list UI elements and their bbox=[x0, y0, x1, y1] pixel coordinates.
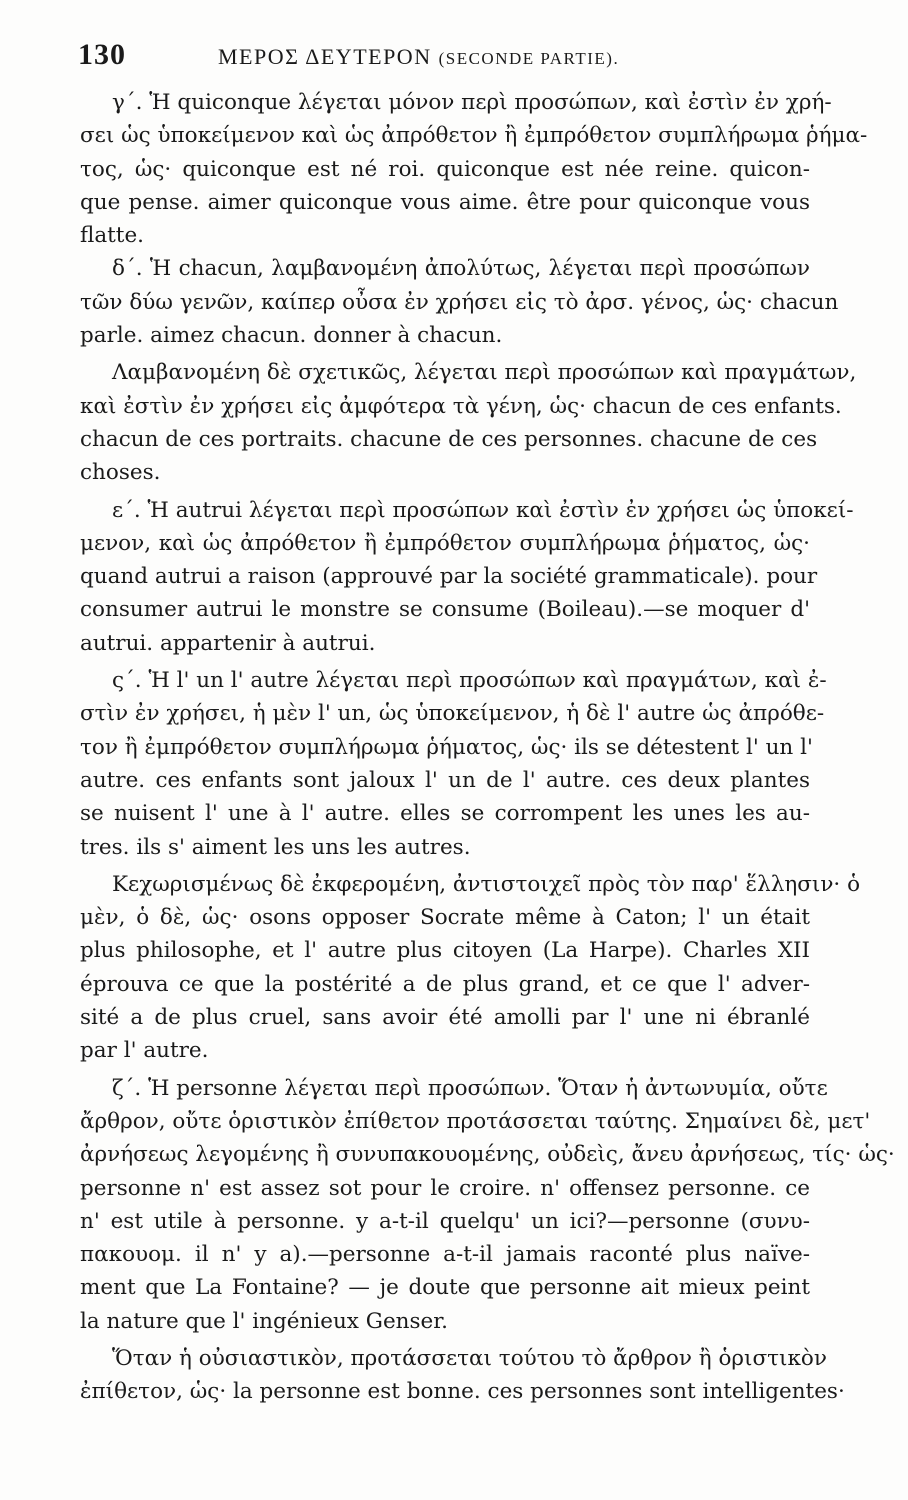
text-line: στὶν ἐν χρήσει, ἡ μὲν l' un, ὡς ὑποκείμενον, ἡ δὲ l' autre ὡς ἀπρόθε- bbox=[80, 701, 825, 727]
text-line: choses. bbox=[80, 460, 161, 486]
text-line: ἐπίθετον, ὡς· la personne est bonne. ces personnes sont intelligentes· bbox=[80, 1379, 845, 1405]
running-title bbox=[218, 44, 619, 70]
text-line: Λαμβανομένη δὲ σχετικῶς, λέγεται περὶ προσώπων καὶ πραγμάτων, bbox=[112, 360, 857, 386]
text-line: ment que La Fontaine? — je doute que personne ait mieux peint bbox=[80, 1275, 810, 1301]
text-line: ε΄. Ἡ autrui λέγεται περὶ προσώπων καὶ ἐστὶν ἐν χρήσει ὡς ὑποκεί- bbox=[112, 497, 854, 523]
text-line: σει ὡς ὑποκείμενον καὶ ὡς ἀπρόθετον ἢ ἐμπρόθετον συμπλήρωμα ῥήμα- bbox=[80, 123, 868, 149]
text-line: πακουομ. il n' y a).—personne a-t-il jamais raconté plus naïve- bbox=[80, 1242, 810, 1268]
text-line: tres. ils s' aiment les uns les autres. bbox=[80, 834, 471, 860]
text-line: ἄρθρον, οὔτε ὁριστικὸν ἐπίθετον προτάσσεται ταύτης. Σημαίνει δὲ, μετ' bbox=[80, 1108, 871, 1134]
text-line: autrui. appartenir à autrui. bbox=[80, 630, 376, 656]
text-line: autre. ces enfants sont jaloux l' un de l' autre. ces deux plantes bbox=[80, 767, 810, 793]
text-line: δ΄. Ἡ chacun, λαμβανομένη ἀπολύτως, λέγεται περὶ προσώπων bbox=[112, 256, 810, 282]
text-line: se nuisent l' une à l' autre. elles se corrompent les unes les au- bbox=[80, 801, 810, 827]
text-line: éprouva ce que la postérité a de plus grand, et ce que l' adver- bbox=[80, 971, 810, 997]
text-line: ζ΄. Ἡ personne λέγεται περὶ προσώπων. Ὅταν ἡ ἀντωνυμία, οὔτε bbox=[112, 1075, 828, 1101]
text-line: sité a de plus cruel, sans avoir été amolli par l' une ni ébranlé bbox=[80, 1005, 810, 1031]
text-line: flatte. bbox=[80, 223, 144, 249]
text-line: consumer autrui le monstre se consume (Boileau).—se moquer d' bbox=[80, 597, 810, 623]
text-line: γ΄. Ἡ quiconque λέγεται μόνον περὶ προσώπων, καὶ ἐστὶν ἐν χρή- bbox=[112, 90, 832, 115]
running-title-french: (SECONDE PARTIE). bbox=[438, 49, 620, 68]
text-line: n' est utile à personne. y a-t-il quelqu' un ici?—personne (συνυ- bbox=[80, 1208, 810, 1234]
text-line: μὲν, ὁ δὲ, ὡς· osons opposer Socrate même à Caton; l' un était bbox=[80, 905, 810, 931]
body-text bbox=[80, 86, 895, 1409]
text-line: chacun de ces portraits. chacune de ces personnes. chacune de ces bbox=[80, 426, 818, 452]
text-line: τος, ὡς· quiconque est né roi. quiconque est née reine. quicon- bbox=[80, 156, 810, 182]
text-line: quand autrui a raison (approuvé par la société grammaticale). pour bbox=[80, 564, 818, 590]
running-title-greek: ΜΕΡΟΣ ΔΕΥΤΕΡΟΝ bbox=[218, 44, 432, 69]
text-line: personne n' est assez sot pour le croire. n' offensez personne. ce bbox=[80, 1175, 810, 1201]
text-line: καὶ ἐστὶν ἐν χρήσει εἰς ἀμφότερα τὰ γένη, ὡς· chacun de ces enfants. bbox=[80, 393, 842, 419]
text-line: Κεχωρισμένως δὲ ἐκφερομένη, ἀντιστοιχεῖ πρὸς τὸν παρ' ἕλλησιν· ὁ bbox=[112, 871, 861, 897]
text-line: plus philosophe, et l' autre plus citoyen (La Harpe). Charles XII bbox=[80, 938, 810, 964]
text-line: ς΄. Ἡ l' un l' autre λέγεται περὶ προσώπων καὶ πραγμάτων, καὶ ἐ- bbox=[112, 668, 827, 694]
text-line: τῶν δύω γενῶν, καίπερ οὖσα ἐν χρήσει εἰς τὸ ἀρσ. γένος, ὡς· chacun bbox=[80, 289, 839, 315]
text-line: que pense. aimer quiconque vous aime. être pour quiconque vous bbox=[80, 189, 810, 215]
text-line: μενον, καὶ ὡς ἀπρόθετον ἢ ἐμπρόθετον συμπλήρωμα ῥήματος, ὡς· bbox=[80, 530, 810, 556]
text-line: τον ἢ ἐμπρόθετον συμπλήρωμα ῥήματος, ὡς· ils se détestent l' un l' bbox=[80, 734, 813, 760]
text-line: parle. aimez chacun. donner à chacun. bbox=[80, 323, 503, 349]
text-line: par l' autre. bbox=[80, 1038, 209, 1064]
text-line: ἀρνήσεως λεγομένης ἢ συνυπακουομένης, οὐδεὶς, ἄνευ ἀρνήσεως, τίς· ὡς· bbox=[80, 1142, 895, 1168]
text-line: la nature que l' ingénieux Genser. bbox=[80, 1308, 449, 1334]
running-header bbox=[78, 38, 818, 78]
page-number: 130 bbox=[78, 38, 126, 71]
text-line: Ὅταν ἡ οὐσιαστικὸν, προτάσσεται τούτου τὸ ἄρθρον ἢ ὁριστικὸν bbox=[112, 1345, 827, 1371]
